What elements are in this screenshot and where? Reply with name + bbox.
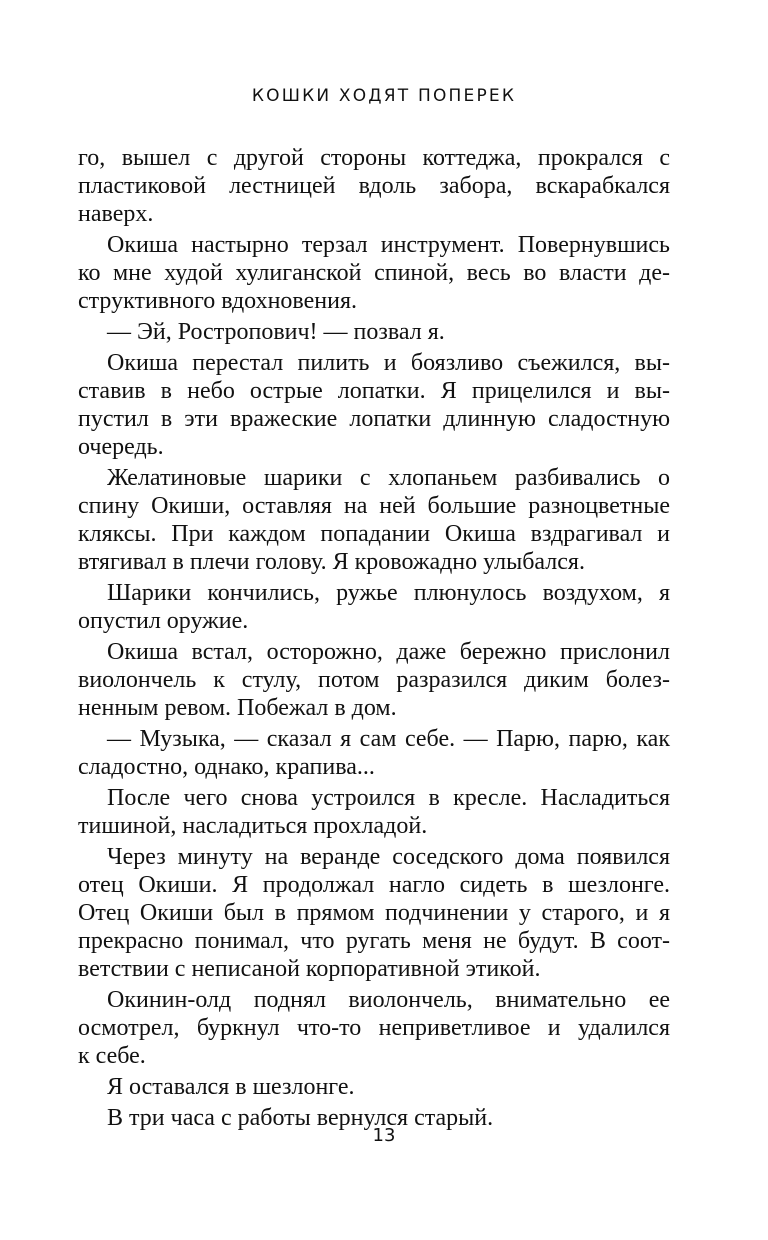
text-line: После чего снова устроился в кресле. Насладиться (107, 785, 670, 811)
paragraph (78, 464, 670, 576)
running-head-title: КОШКИ ХОДЯТ ПОПЕРЕК (251, 86, 517, 106)
text-line: спину Окиши, оставляя на ней большие разноцветные (78, 493, 670, 519)
text-line: опустил оружие. (78, 608, 249, 634)
body-text (78, 144, 670, 1132)
text-line: Отец Окиши был в прямом подчинении у старого, и я (78, 900, 670, 926)
text-line: Шарики кончились, ружье плюнулось воздухом, я (107, 580, 670, 606)
text-line: втягивал в плечи голову. Я кровожадно улыбался. (78, 549, 585, 575)
text-line: ставив в небо острые лопатки. Я прицелился и вы- (78, 378, 670, 404)
text-line: Окиша встал, осторожно, даже бережно прислонил (107, 639, 670, 665)
text-line: Окиша настырно терзал инструмент. Повернувшись (107, 232, 670, 258)
paragraph (78, 579, 670, 635)
text-line: прекрасно понимал, что ругать меня не будут. В соот- (78, 928, 670, 954)
text-line: В три часа с работы вернулся старый. (107, 1105, 494, 1131)
paragraph (78, 843, 670, 983)
text-line: ветствии с неписаной корпоративной этикой. (78, 956, 541, 982)
text-line: пустил в эти вражеские лопатки длинную сладостную (78, 406, 670, 432)
paragraph (78, 784, 670, 840)
text-line: тишиной, насладиться прохладой. (78, 813, 428, 839)
text-line: Я оставался в шезлонге. (107, 1074, 355, 1100)
text-line: виолончель к стулу, потом разразился диким болез- (78, 667, 670, 693)
text-line: го, вышел с другой стороны коттеджа, прокрался с (78, 145, 670, 171)
paragraph (78, 638, 670, 722)
text-line: Окиша перестал пилить и боязливо съежился, вы- (107, 350, 670, 376)
text-line: пластиковой лестницей вдоль забора, вскарабкался (78, 173, 670, 199)
paragraph (78, 986, 670, 1070)
paragraph (78, 318, 670, 346)
paragraph (78, 349, 670, 461)
text-line: — Эй, Ростропович! — позвал я. (107, 319, 445, 345)
text-line: сладостно, однако, крапива... (78, 754, 375, 780)
text-line: Окинин-олд поднял виолончель, внимательно ее (107, 987, 670, 1013)
text-line: наверх. (78, 201, 154, 227)
text-line: — Музыка, — сказал я сам себе. — Парю, парю, как (107, 726, 670, 752)
text-line: ко мне худой хулиганской спиной, весь во власти де- (78, 260, 670, 286)
text-line: очередь. (78, 434, 164, 460)
paragraph (78, 144, 670, 228)
text-line: к себе. (78, 1043, 146, 1069)
text-line: кляксы. При каждом попадании Окиша вздрагивал и (78, 521, 670, 547)
text-line: отец Окиши. Я продолжал нагло сидеть в шезлонге. (78, 872, 670, 898)
text-line: осмотрел, буркнул что-то неприветливое и удалился (78, 1015, 670, 1041)
text-line: ненным ревом. Побежал в дом. (78, 695, 397, 721)
paragraph (78, 1073, 670, 1101)
page-number: 13 (372, 1125, 396, 1146)
text-line: структивного вдохновения. (78, 288, 357, 314)
paragraph (78, 725, 670, 781)
paragraph (78, 231, 670, 315)
text-line: Желатиновые шарики с хлопаньем разбивались о (107, 465, 670, 491)
text-line: Через минуту на веранде соседского дома появился (107, 844, 670, 870)
